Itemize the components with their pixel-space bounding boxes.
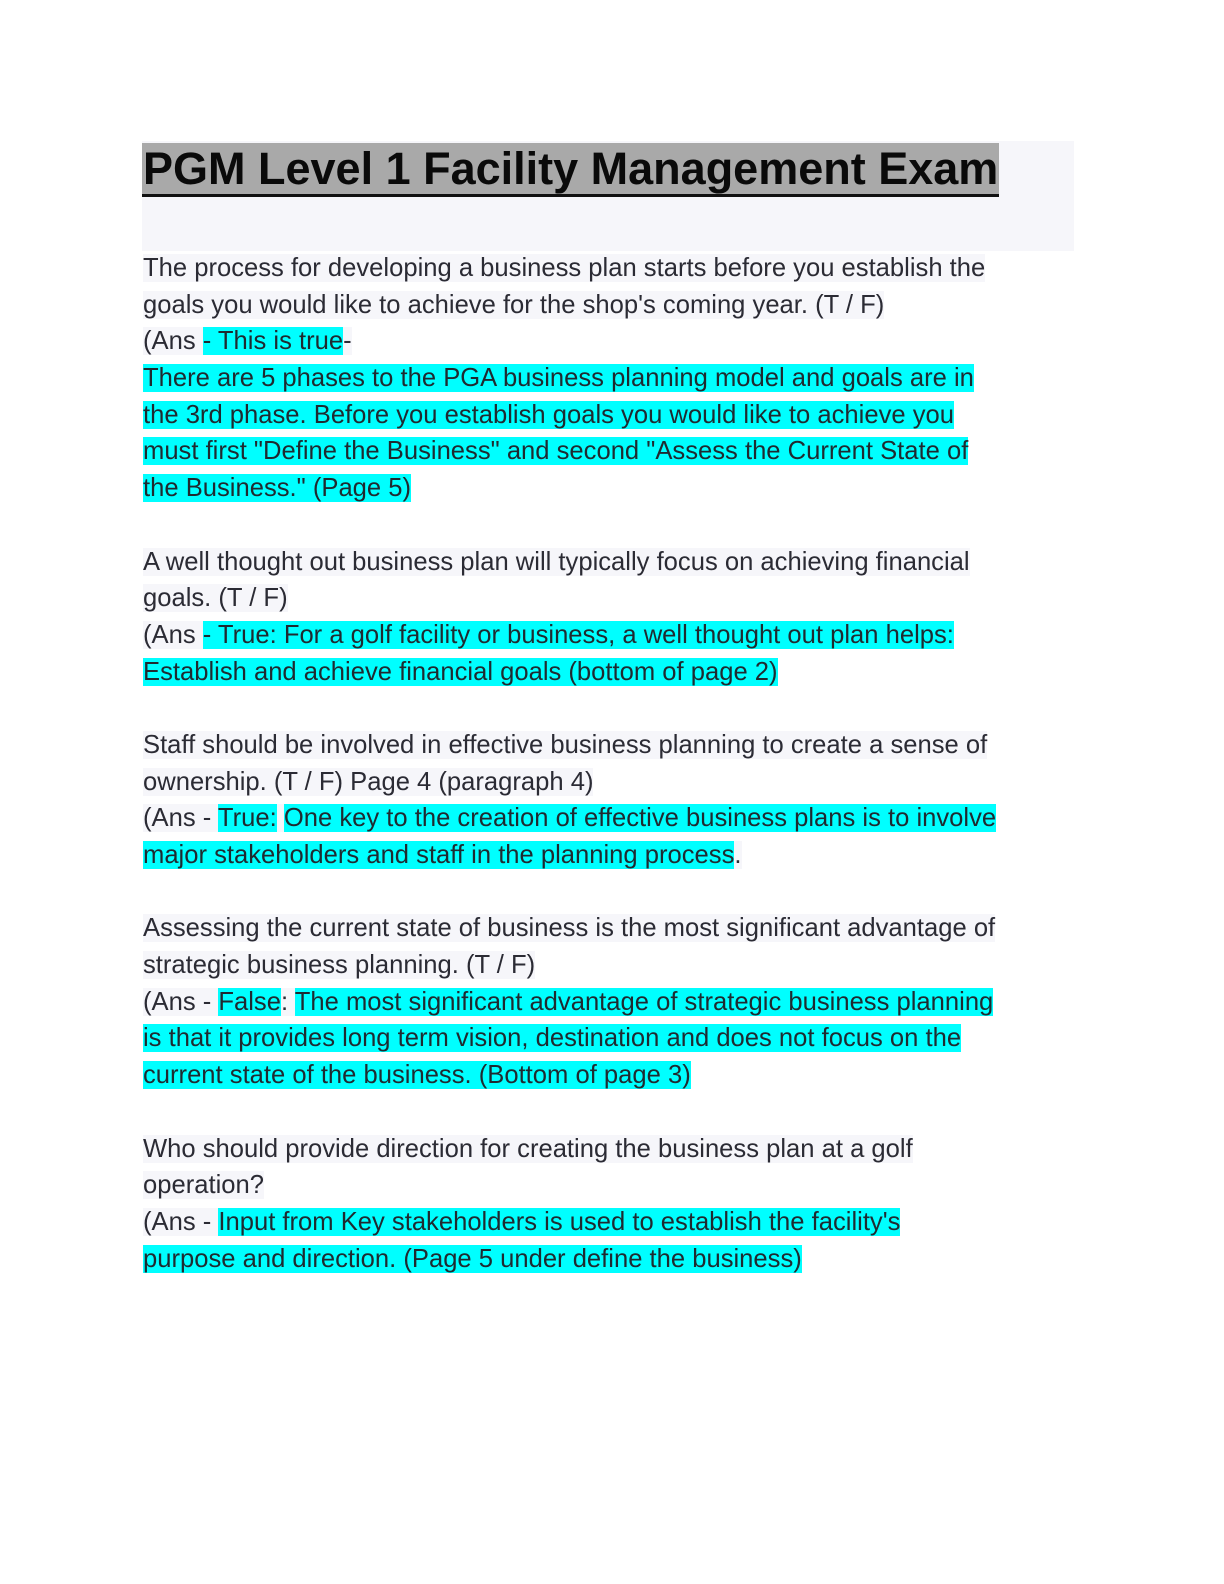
question-line xyxy=(143,287,1083,324)
answer-highlight: There are 5 phases to the PGA business planning model and goals are in xyxy=(143,364,974,393)
qa-block-3 xyxy=(143,727,1083,874)
question-line xyxy=(143,1131,1083,1168)
document-body xyxy=(143,250,1083,1314)
question-text: goals you would like to achieve for the shop's coming year. (T / F) xyxy=(143,290,885,319)
answer-suffix: - xyxy=(343,327,352,356)
question-line xyxy=(143,580,1083,617)
answer-prefix: (Ans - xyxy=(143,987,219,1016)
question-line xyxy=(143,727,1083,764)
answer-line xyxy=(143,800,1083,837)
answer-prefix: (Ans - xyxy=(143,1207,219,1236)
answer-highlight: current state of the business. (Bottom of page 3) xyxy=(143,1061,691,1090)
answer-line xyxy=(143,397,1083,434)
qa-block-1 xyxy=(143,250,1083,507)
qa-block-4 xyxy=(143,910,1083,1093)
answer-line xyxy=(143,360,1083,397)
answer-highlight: purpose and direction. (Page 5 under define the business) xyxy=(143,1244,802,1273)
question-line xyxy=(143,1167,1083,1204)
question-text: ownership. (T / F) Page 4 (paragraph 4) xyxy=(143,767,594,796)
answer-highlight: False xyxy=(218,987,281,1016)
question-text: Staff should be involved in effective business planning to create a sense of xyxy=(143,730,988,759)
answer-highlight: - This is true xyxy=(202,327,344,356)
answer-suffix: . xyxy=(734,841,742,869)
answer-prefix: (Ans - xyxy=(143,804,218,833)
document-title xyxy=(142,141,999,197)
question-line xyxy=(143,764,1083,801)
answer-highlight: One key to the creation of effective business plans is to involve xyxy=(283,804,997,833)
answer-highlight: major stakeholders and staff in the planning process xyxy=(143,841,735,869)
answer-line xyxy=(143,837,1083,874)
answer-highlight: Establish and achieve financial goals (bottom of page 2) xyxy=(143,657,778,686)
question-text: A well thought out business plan will typically focus on achieving financial xyxy=(143,547,970,576)
answer-highlight: The most significant advantage of strategic business planning xyxy=(294,987,994,1016)
answer-line xyxy=(143,617,1083,654)
answer-highlight: the 3rd phase. Before you establish goals you would like to achieve you xyxy=(143,400,954,429)
question-text: operation? xyxy=(143,1171,264,1200)
answer-gap: : xyxy=(280,987,295,1016)
answer-highlight: the Business." (Page 5) xyxy=(143,474,412,503)
qa-block-2 xyxy=(143,544,1083,691)
answer-highlight: True: xyxy=(217,804,277,833)
question-text: Who should provide direction for creating the business plan at a golf xyxy=(143,1134,913,1163)
answer-line xyxy=(143,470,1083,507)
answer-line xyxy=(143,1020,1083,1057)
document-title-text: PGM Level 1 Facility Management Exam xyxy=(142,143,999,197)
answer-line xyxy=(143,1204,1083,1241)
answer-line xyxy=(143,433,1083,470)
question-text: strategic business planning. (T / F) xyxy=(143,951,536,980)
answer-line xyxy=(143,1241,1083,1278)
answer-line xyxy=(143,1057,1083,1094)
question-text: The process for developing a business plan starts before you establish the xyxy=(143,254,986,282)
answer-line xyxy=(143,984,1083,1021)
answer-prefix: (Ans xyxy=(143,620,203,649)
question-text: Assessing the current state of business is the most significant advantage of xyxy=(143,914,996,943)
answer-line xyxy=(143,323,1083,360)
answer-highlight: must first "Define the Business" and second "Assess the Current State of xyxy=(143,437,969,466)
answer-gap xyxy=(277,804,284,832)
answer-prefix: (Ans xyxy=(143,327,203,356)
qa-block-5 xyxy=(143,1131,1083,1278)
answer-highlight: Input from Key stakeholders is used to establish the facility's xyxy=(218,1207,901,1236)
question-line xyxy=(143,910,1083,947)
question-line xyxy=(143,947,1083,984)
question-text: goals. (T / F) xyxy=(143,584,288,613)
question-line xyxy=(143,250,1083,287)
answer-highlight: is that it provides long term vision, destination and does not focus on the xyxy=(143,1024,962,1053)
answer-highlight: - True: For a golf facility or business, a well thought out plan helps: xyxy=(202,620,954,649)
answer-line xyxy=(143,654,1083,691)
question-line xyxy=(143,544,1083,581)
